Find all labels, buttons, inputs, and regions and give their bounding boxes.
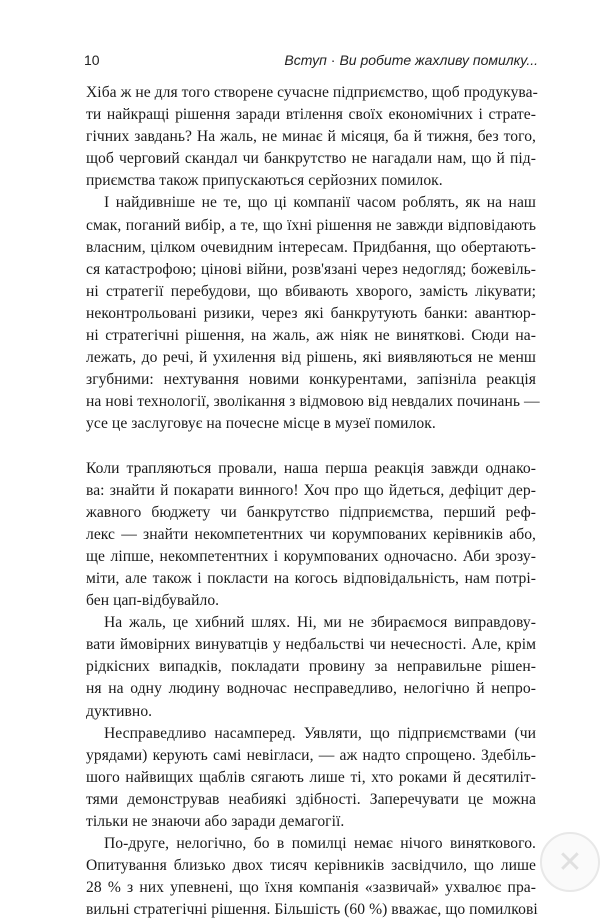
text-line: вати ймовірних винуватців у недбальстві чи нечесності. Але, крім xyxy=(86,636,536,654)
text-line: усе це заслуговує на почесне місце в музеї помилок. xyxy=(86,415,436,433)
text-line: І найдивніше не те, що ці компанії часом роблять, як на наш xyxy=(104,194,536,212)
chapter-title: Ви робите жахливу помилку... xyxy=(339,52,538,68)
text-line: щоб черговий скандал чи банкрутство не нагадали нам, що й під- xyxy=(86,150,536,168)
text-line: ва: знайти й покарати винного! Хоч про що йдеться, дефіцит дер- xyxy=(86,481,536,499)
text-line: рідкісних випадків, покладати провину за неправильне рішен- xyxy=(86,658,536,676)
text-line: Несправедливо насамперед. Уявляти, що підприємствами (чи xyxy=(104,724,536,742)
text-line: тями демонстрував неабиякі здібності. Заперечувати це можна xyxy=(86,790,536,808)
paragraph-gap xyxy=(86,436,536,458)
text-line: дуктивно. xyxy=(86,702,153,720)
text-line: 28 % з них упевнені, що їхня компанія «зазвичай» ухвалює пра- xyxy=(86,879,536,897)
text-line: вильні стратегічні рішення. Більшість (60 %) вважає, що помилкові xyxy=(86,901,538,919)
paragraph xyxy=(86,458,536,613)
header-separator: · xyxy=(330,52,336,68)
text-line: ся катастрофою; цінові війни, розв'язані через недогляд; божевіль- xyxy=(86,260,536,278)
text-line: ня на одну людину водночас несправедливо, нелогічно й непро- xyxy=(86,680,536,698)
text-line: тільки не знаючи або заради демагогії. xyxy=(86,813,345,830)
text-line: міти, але також і покласти на когось відповідальність, нам потрі- xyxy=(86,569,536,587)
text-line: Опитування близько двох тисяч керівників засвідчило, що лише xyxy=(86,857,536,875)
text-line: На жаль, це хибний шлях. Ні, ми не збираємося виправдову- xyxy=(104,614,536,632)
x-logo-icon: ✕ xyxy=(557,844,583,880)
text-line: ти найкращі рішення заради втілення своїх економічних і страте- xyxy=(86,106,536,124)
paragraph xyxy=(86,612,536,722)
section-label: Вступ xyxy=(284,52,327,68)
text-line: По-друге, нелогічно, бо в помилці немає нічого виняткового. xyxy=(104,835,536,853)
text-line: ще ліпше, некомпетентних і корумпованих одночасно. Аби зрозу- xyxy=(86,547,536,565)
text-line: бен цап-відбувайло. xyxy=(86,592,220,610)
paragraph xyxy=(86,82,536,192)
text-line: Коли трапляються провали, наша перша реакція завжди однако- xyxy=(86,459,536,477)
text-line: згубними: нехтування новими конкурентами, запізніла реакція xyxy=(86,371,536,389)
page-number: 10 xyxy=(84,52,100,68)
text-line: ні стратегічні рішення, на жаль, аж ніяк не виняткові. Сюди на- xyxy=(86,327,536,345)
watermark xyxy=(540,832,600,892)
text-line: шого найвищих щаблів сягають лише ті, хто роками й десятиліт- xyxy=(86,768,536,786)
paragraph xyxy=(86,833,536,921)
body-text xyxy=(86,82,540,921)
text-line: власним, цілком очевидним інтересам. Придбання, що обертають- xyxy=(86,238,536,256)
running-head xyxy=(284,52,538,68)
text-line: гічних завдань? На жаль, не минає й місяця, ба й тижня, без того, xyxy=(86,128,536,146)
text-line: Хіба ж не для того створене сучасне підприємство, щоб продукува- xyxy=(86,84,538,101)
paragraph xyxy=(86,192,540,435)
text-line: жавного бюджету чи банкрутство підприємства, перший реф- xyxy=(86,503,536,521)
text-line: на нові технології, зволікання з відмовою від невдалих починань — xyxy=(86,393,540,411)
text-line: ні стратегії перебудови, що вбивають хворого, замість лікувати; xyxy=(86,282,536,300)
paragraph xyxy=(86,723,536,833)
text-line: неконтрольовані ризики, через які банкрутують банки: авантюр- xyxy=(86,304,536,322)
text-line: урядами) керують самі невігласи, — аж надто спрощено. Здебіль- xyxy=(86,746,536,764)
text-line: лекс — знайти некомпетентних чи корумпованих керівників або, xyxy=(86,525,536,543)
text-line: смак, поганий вибір, а те, що їхні рішення не завжди відповідають xyxy=(86,216,536,234)
text-line: приємства також припускаються серйозних помилок. xyxy=(86,172,443,190)
text-line: лежать, до речі, й ухилення від рішень, які виявляються не менш xyxy=(86,349,536,367)
